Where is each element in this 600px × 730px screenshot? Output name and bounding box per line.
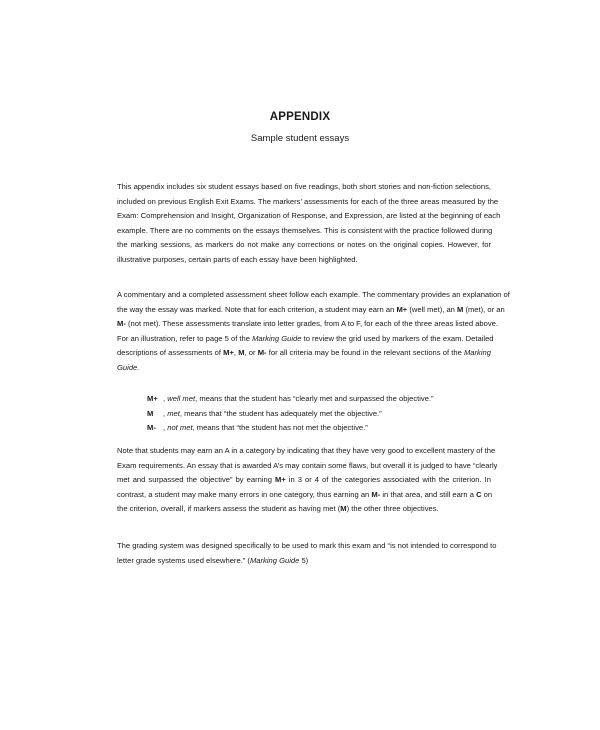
grade-mark: M+ xyxy=(223,348,234,357)
grade-mark: M xyxy=(457,304,464,314)
paragraph-line: letter grade systems used elsewhere.” (Marking Guide 5) xyxy=(117,555,309,565)
paragraph-line: met and surpassed the objective” by earning M+ in 3 or 4 of the categories associated with the criterion. In xyxy=(117,475,491,484)
marking-guide-ref: Guide. xyxy=(117,362,140,372)
paragraph-line: included on previous English Exit Exams. The markers’ assessments for each of the three areas measured by the xyxy=(117,196,499,206)
intro-paragraph xyxy=(117,180,501,267)
paragraph-line xyxy=(117,361,491,376)
grade-definition-item: M- , not met, means that “the student has not met the objective.” xyxy=(147,421,434,436)
grade-mark: M- xyxy=(117,319,126,328)
paragraph-line: Note that students may earn an A in a category by indicating that they have very good to excellent mastery of the xyxy=(117,446,496,455)
commentary-paragraph xyxy=(117,288,510,375)
paragraph-line: descriptions of assessments of M+, M, or M- for all criteria may be found in the relevant sections of the Marking xyxy=(117,348,491,357)
marking-guide-ref: Marking xyxy=(463,348,491,357)
paragraph-line: the marking sessions, as markers do not make any corrections or notes on the original copies. However, for xyxy=(117,240,491,249)
system-paragraph xyxy=(117,539,497,568)
paragraph-line: the criterion, overall, if markers assess the student as having met (M) the other three objectives. xyxy=(117,504,439,513)
grade-mark: M- xyxy=(257,348,267,357)
grading-paragraph xyxy=(117,444,498,517)
page-title: APPENDIX xyxy=(269,111,331,123)
paragraph-line: A commentary and a completed assessment sheet follow each example. The commentary provides an explanation of xyxy=(117,290,510,299)
grade-mark: M- xyxy=(371,489,381,499)
paragraph-line: contrast, a student may make many errors in one category, thus earning an M- in that area, and still earn a C on xyxy=(117,489,493,499)
grade-mark: M+ xyxy=(147,394,158,403)
grade-mark: M+ xyxy=(396,304,408,314)
grade-mark: M xyxy=(238,348,245,357)
grade-label: not met xyxy=(167,423,193,432)
marking-guide-ref: Marking Guide xyxy=(249,555,300,565)
grade-mark: M+ xyxy=(275,475,286,484)
paragraph-line: illustrative purposes, certain parts of each essay have been highlighted. xyxy=(117,254,358,264)
page-subtitle: Sample student essays xyxy=(250,133,350,144)
grade-mark: C xyxy=(476,489,482,499)
grade-mark: M xyxy=(340,504,347,513)
paragraph-line: example. There are no comments on the essays themselves. This is consistent with the practice followed during xyxy=(117,225,493,235)
paragraph-line: the way the essay was marked. Note that for each criterion, a student may earn an M+ (well met), an M (met), or an xyxy=(117,304,505,314)
grade-definitions-list xyxy=(147,392,434,436)
paragraph-line: Exam requirements. An essay that is awarded A’s may contain some flaws, but overall it is judged to have “clearly xyxy=(117,460,498,470)
grade-mark: M xyxy=(147,408,154,418)
paragraph-line: The grading system was designed specifically to be used to mark this exam and “is not intended to correspond to xyxy=(117,541,497,550)
grade-mark: M- xyxy=(147,423,156,432)
grade-definition-item: M+ , well met, means that the student has “clearly met and surpassed the objective.” xyxy=(147,392,434,407)
grade-definition-item: M , met, means that “the student has adequately met the objective.” xyxy=(147,407,434,422)
paragraph-line: This appendix includes six student essays based on five readings, both short stories and non-fiction selections, xyxy=(117,182,491,191)
marking-guide-ref: Marking Guide xyxy=(252,333,302,343)
paragraph-line: M- (not met). These assessments translate into letter grades, from A to F, for each of the three areas listed above. xyxy=(117,319,498,328)
grade-label: well met xyxy=(167,394,196,403)
paragraph-line: Exam: Comprehension and Insight, Organization of Response, and Expression, are listed at the beginning of each xyxy=(117,211,501,220)
paragraph-line: For an illustration, refer to page 5 of the Marking Guide to review the grid used by markers of the exam. Detailed xyxy=(117,333,494,343)
grade-label: met xyxy=(167,408,180,418)
